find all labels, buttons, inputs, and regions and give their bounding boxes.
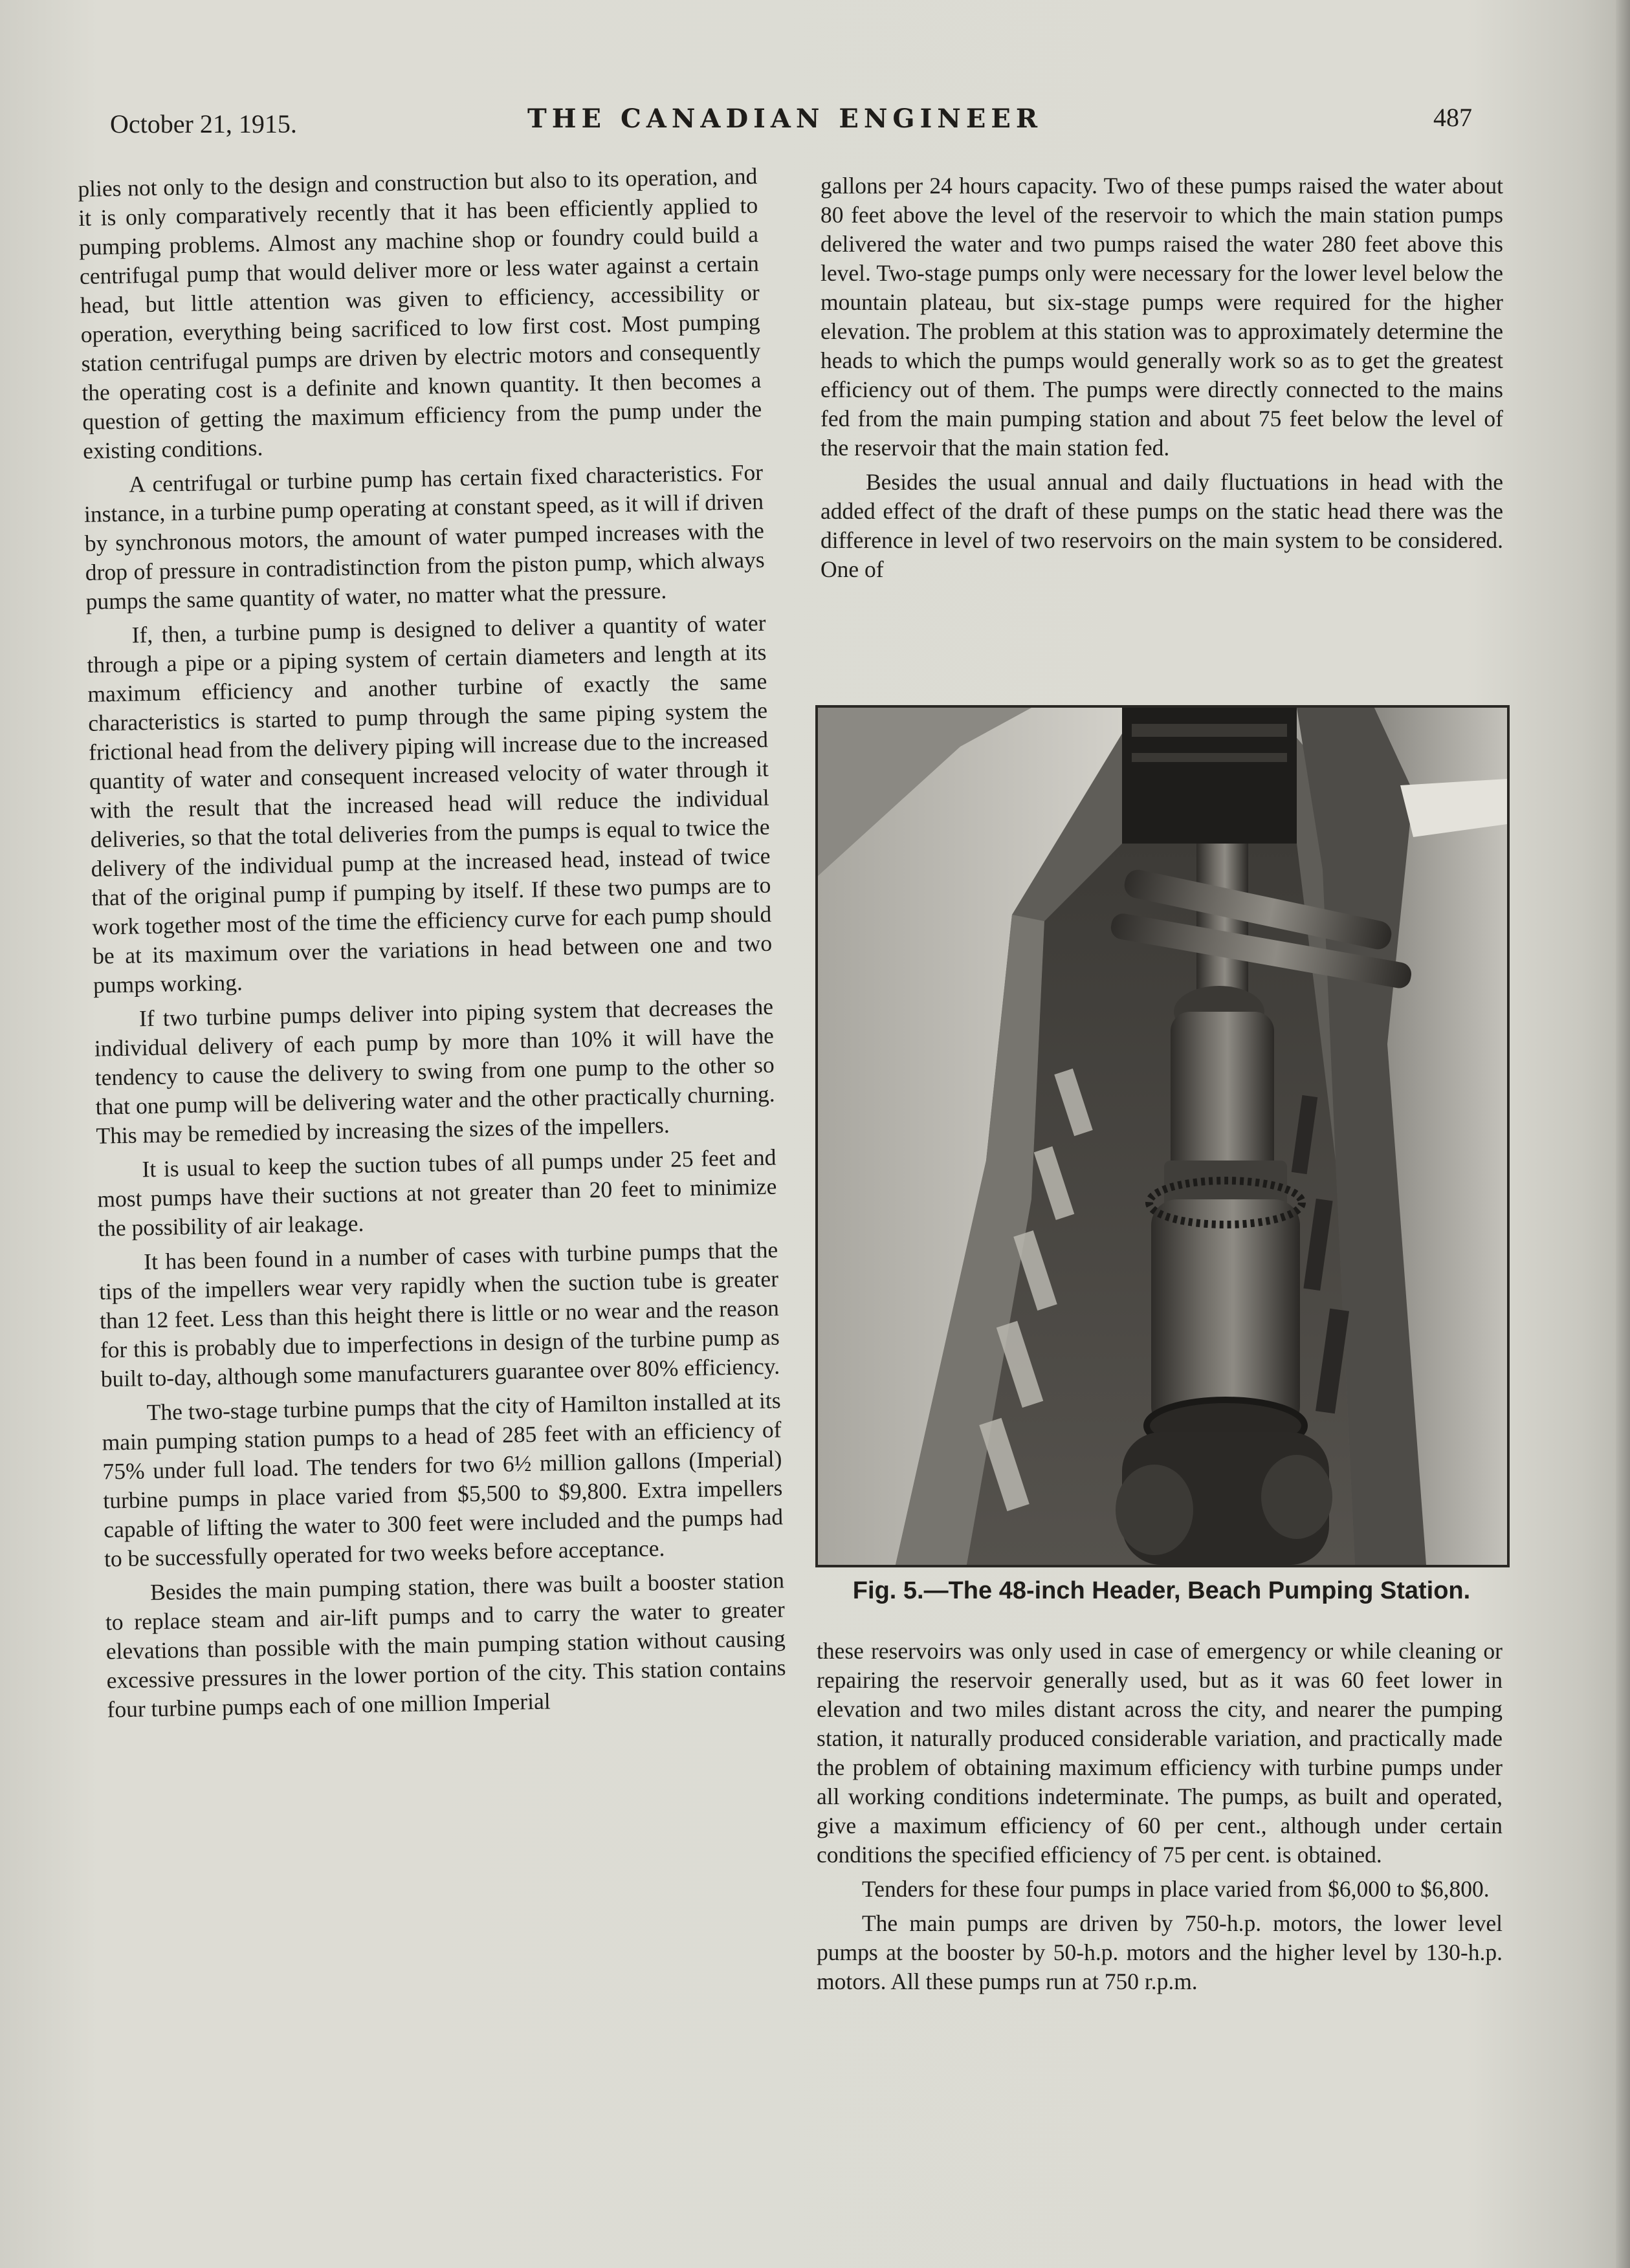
paragraph: plies not only to the design and construction but also to its operation, and it is only comparatively recently that it has been efficiently applied to pumping problems. Almost any machine shop or foundry could build a centrifugal pump that would deliver more or less water against a certain head, but little attention was given to efficiency, accessibility or operation, everything being sacrificed to low first cost. Most pumping station centrifugal pumps are driven by electric motors and consequently the operating cost is a definite and known quantity. It then becomes a question of getting the maximum efficiency from the pump under the existing conditions. — [78, 162, 762, 464]
paragraph: Besides the usual annual and daily fluctuations in head with the added effect of the draft of these pumps on the static head there was the difference in level of two reservoirs on the main system to be considered. One of — [821, 469, 1503, 582]
running-header — [110, 97, 1482, 149]
page-gutter-edge — [1616, 0, 1630, 2268]
figure-photo-48-inch-header — [815, 705, 1510, 1567]
paragraph: these reservoirs was only used in case of emergency or while cleaning or repairing the reservoir generally used, but as it was 60 feet lower in elevation and two miles distant across the city, and nearer the pumping station, it naturally produced considerable variation, and practically made the problem of obtaining maximum efficiency with turbine pumps under all working conditions indeterminate. The pumps, as built and operated, give a maximum efficiency of 60 per cent., although under certain conditions the specified efficiency of 75 per cent. is obtained. — [817, 1638, 1503, 1868]
issue-date: October 21, 1915. — [110, 109, 297, 138]
paragraph: Tenders for these four pumps in place varied from $6,000 to $6,800. — [862, 1876, 1490, 1902]
paragraph: A centrifugal or turbine pump has certain fixed characteristics. For instance, in a turbine pump operating at constant speed, as it will if driven by synchronous motors, the amount of water pumped increases with the drop of pressure in contradistinction from the piston pump, which always pumps the same quantity of water, no matter what the pressure. — [83, 459, 765, 615]
paragraph: gallons per 24 hours capacity. Two of these pumps raised the water about 80 feet above the level of the reservoir to which the main station pumps delivered the water and two pumps raised the water 280 feet above this level. Two-stage pumps only were necessary for the lower level below the mountain plateau, but six-stage pumps were required for the higher elevation. The problem at this station was to approximately determine the heads to which the pumps would generally work so as to get the greatest efficiency out of them. The pumps were directly connected to the mains fed from the main pumping station and about 75 feet below the level of the reservoir that the main station fed. — [821, 173, 1503, 461]
paragraph: It has been found in a number of cases with turbine pumps that the tips of the impellers wear very rapidly when the suction tube is greater than 12 feet. Less than this height there is little or no wear and the reason for this is probably due to imperfections in design of the turbine pump as built to-day, although some manufacturers guarantee over 80% efficiency. — [98, 1236, 780, 1392]
left-text-column — [78, 162, 795, 2167]
paragraph: If, then, a turbine pump is designed to deliver a quantity of water through a pipe or a piping system of certain diameters and length at its maximum efficiency and another turbine of exactly the same characteristics is started to pump through the same piping system the frictional head from the delivery piping will increase due to the increased quantity of water and consequent increased velocity of water through it with the result that the increased head will reduce the individual deliveries, so that the total deliveries from the pumps is equal to twice the delivery of the individual pump at the increased head, instead of twice that of the original pump if pumping by itself. If these two pumps are to work together most of the time the efficiency curve for each pump should be at its maximum over the variations in head between one and two pumps working. — [87, 609, 773, 998]
page-number: 487 — [1433, 103, 1472, 132]
paragraph: Besides the main pumping station, there was built a booster station to replace steam and air-lift pumps and to carry the water to greater elevations than possible with the main pumping station without causing excessive pressures in the lower portion of the city. This station contains four turbine pumps each of one million Imperial — [105, 1567, 786, 1723]
figure-caption: Fig. 5.—The 48-inch Header, Beach Pumping Station. — [852, 1577, 1471, 1604]
paragraph: The two-stage turbine pumps that the city of Hamilton installed at its main pumping station pumps to a head of 285 feet with an efficiency of 75% under full load. The tenders for two 6½ million gallons (Imperial) turbine pumps in place varied from $5,500 to $9,800. Extra impellers capable of lifting the water to 300 feet were included and the pumps had to be successfully operated for two weeks before acceptance. — [102, 1387, 784, 1572]
paragraph: The main pumps are driven by 750-h.p. motors, the lower level pumps at the booster by 50-h.p. motors and the higher level by 130-h.p. motors. All these pumps run at 750 r.p.m. — [817, 1910, 1503, 1994]
right-text-column-bottom — [817, 1637, 1503, 2001]
right-text-column-top — [821, 171, 1503, 589]
paragraph: If two turbine pumps deliver into piping system that decreases the individual delivery of each pump by more than 10% it will have the tendency to cause the delivery to swing from one pump to the other so that one pump will be delivering water and the other practically churning. This may be remedied by increasing the sizes of the impellers. — [94, 993, 775, 1149]
paragraph: It is usual to keep the suction tubes of all pumps under 25 feet and most pumps have their suctions at not greater than 20 feet to minimize the possibility of air leakage. — [97, 1144, 777, 1241]
journal-title: THE CANADIAN ENGINEER — [527, 104, 1043, 134]
